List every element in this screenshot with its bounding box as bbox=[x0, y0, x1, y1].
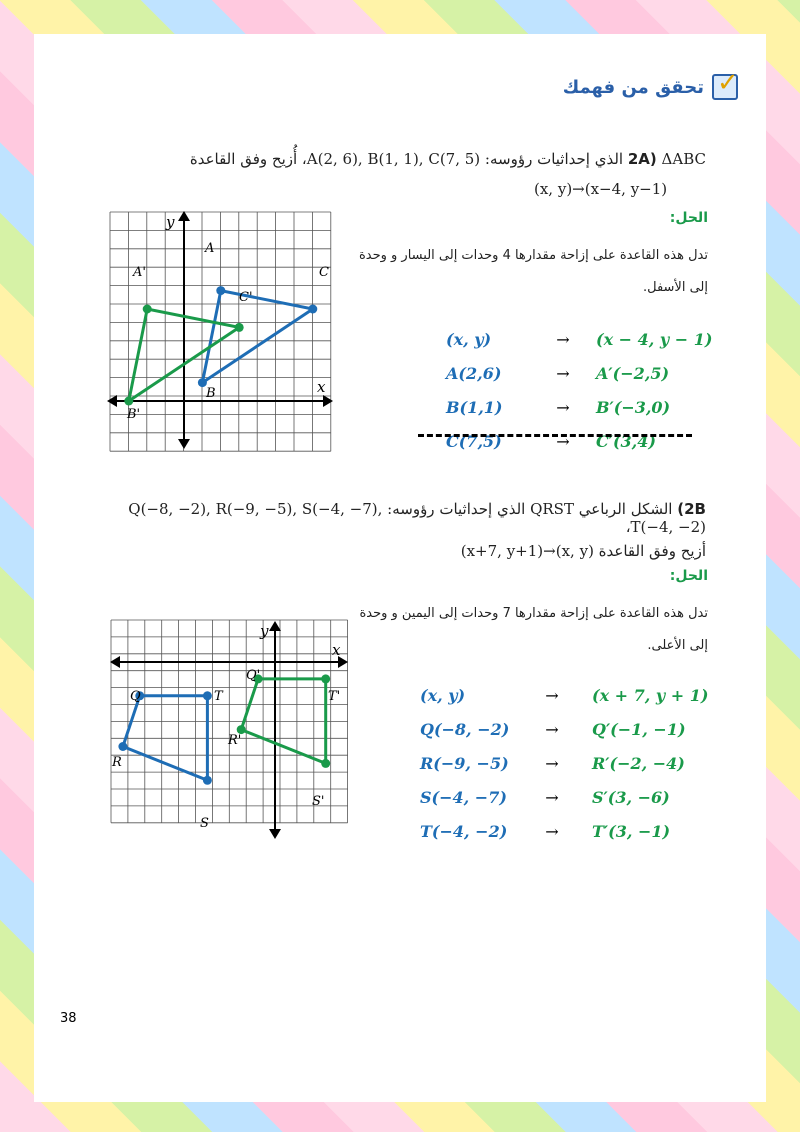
label-a: A bbox=[205, 241, 215, 256]
mapping-left: C(7,5) bbox=[446, 431, 502, 451]
problem-rule: أزيح وفق القاعدة (x, y)→(x+7, y+1) bbox=[460, 542, 706, 560]
label-t-prime: T' bbox=[328, 689, 341, 704]
x-label: x bbox=[332, 641, 341, 659]
mapping-left: B(1,1) bbox=[446, 397, 503, 417]
label-a-prime: A' bbox=[133, 265, 146, 280]
mapping-right: B′(−3,0) bbox=[596, 397, 671, 417]
arrow-icon: → bbox=[556, 397, 570, 417]
label-r: R bbox=[112, 755, 122, 770]
table-row bbox=[420, 780, 708, 814]
mapping-left: (x, y) bbox=[420, 685, 466, 705]
mapping-left: Q(−8, −2) bbox=[420, 719, 510, 739]
label-c: C bbox=[319, 265, 329, 280]
arrow-icon: → bbox=[556, 363, 570, 383]
explanation-line: تدل هذه القاعدة على إزاحة مقدارها 4 وحدات إلى اليسار و وحدة bbox=[358, 248, 708, 263]
page-number: 38 bbox=[60, 1011, 77, 1026]
table-row bbox=[446, 356, 712, 390]
image-vertex-point bbox=[235, 323, 244, 332]
mapping-left: R(−9, −5) bbox=[420, 753, 509, 773]
vertex-points bbox=[118, 674, 330, 784]
y-label: y bbox=[166, 213, 175, 231]
y-label: y bbox=[260, 622, 269, 640]
mapping-table-2b bbox=[420, 678, 708, 848]
problem-text: ΔABC الذي إحداثيات رؤوسه: A(2, 6), B(1, 1), C(7, 5)، أُزيح وفق القاعدة bbox=[189, 150, 706, 168]
label-c-prime: C' bbox=[239, 290, 253, 305]
mapping-right: T′(3, −1) bbox=[592, 821, 671, 841]
separator bbox=[418, 434, 692, 437]
problem-text: الشكل الرباعي QRST الذي إحداثيات رؤوسه: Q(−8, −2), R(−9, −5), S(−4, −7), T(−4, −2)، bbox=[128, 500, 706, 536]
x-axis-arrow-icon bbox=[107, 395, 117, 407]
table-row bbox=[420, 678, 708, 712]
y-axis-arrow-icon bbox=[178, 439, 190, 449]
graph-2a bbox=[105, 205, 340, 455]
label-s: S bbox=[200, 816, 209, 831]
arrow-icon: → bbox=[545, 685, 559, 705]
y-axis-arrow-icon bbox=[269, 621, 281, 631]
table-row bbox=[446, 424, 712, 458]
checkmark-icon: ✓ bbox=[712, 74, 738, 100]
mapping-table-2a bbox=[446, 322, 712, 458]
problem-2b bbox=[86, 500, 706, 560]
label-t: T bbox=[214, 689, 223, 704]
table-row bbox=[420, 814, 708, 848]
grid bbox=[111, 620, 348, 823]
solution-explanation bbox=[348, 240, 708, 304]
image-vertex-point bbox=[143, 305, 152, 314]
table-row bbox=[446, 322, 712, 356]
mapping-right: (x + 7, y + 1) bbox=[592, 685, 709, 705]
solution-explanation bbox=[348, 598, 708, 662]
mapping-right: Q′(−1, −1) bbox=[592, 719, 686, 739]
x-axis-arrow-icon bbox=[110, 656, 120, 668]
problem-number: 2B) bbox=[677, 500, 706, 518]
arrow-icon: → bbox=[545, 719, 559, 739]
image-vertex-point bbox=[124, 397, 133, 406]
table-row bbox=[420, 746, 708, 780]
problem-2a-rule: (x, y)→(x−4, y−1) bbox=[534, 180, 668, 198]
arrow-icon: → bbox=[556, 431, 570, 451]
label-q: Q bbox=[130, 689, 141, 704]
arrow-icon: → bbox=[556, 329, 570, 349]
label-q-prime: Q' bbox=[246, 668, 261, 683]
label-b: B bbox=[206, 386, 216, 401]
problem-line bbox=[86, 500, 706, 536]
vertex-point bbox=[216, 286, 225, 295]
solution-label: الحل: bbox=[669, 210, 708, 226]
mapping-left: (x, y) bbox=[446, 329, 492, 349]
heading-label: تحقق من فهمك bbox=[562, 76, 704, 98]
explanation-line: إلى الأسفل. bbox=[642, 280, 708, 295]
image-vertex-point bbox=[321, 759, 330, 768]
label-s-prime: S' bbox=[312, 794, 325, 809]
explanation-line: إلى الأعلى. bbox=[647, 638, 708, 653]
mapping-left: A(2,6) bbox=[446, 363, 502, 383]
label-b-prime: B' bbox=[127, 407, 141, 422]
mapping-right: C′(3,4) bbox=[596, 431, 656, 451]
section-heading bbox=[562, 68, 739, 100]
mapping-right: A′(−2,5) bbox=[596, 363, 670, 383]
y-axis-arrow-icon bbox=[269, 829, 281, 839]
problem-number: 2A) bbox=[627, 150, 657, 168]
x-axis-arrow-icon bbox=[323, 395, 333, 407]
x-label: x bbox=[317, 378, 326, 396]
arrow-icon: → bbox=[545, 821, 559, 841]
vertex-point bbox=[308, 305, 317, 314]
mapping-left: S(−4, −7) bbox=[420, 787, 507, 807]
image-vertex-point bbox=[321, 674, 330, 683]
solution-label: الحل: bbox=[669, 568, 708, 584]
vertex-point bbox=[203, 776, 212, 785]
mapping-right: (x − 4, y − 1) bbox=[596, 329, 713, 349]
graph-2b bbox=[108, 617, 350, 841]
vertex-point bbox=[118, 742, 127, 751]
table-row bbox=[446, 390, 712, 424]
mapping-left: T(−4, −2) bbox=[420, 821, 508, 841]
arrow-icon: → bbox=[545, 753, 559, 773]
label-r-prime: R' bbox=[228, 733, 242, 748]
y-axis-arrow-icon bbox=[178, 211, 190, 221]
table-row bbox=[420, 712, 708, 746]
mapping-right: R′(−2, −4) bbox=[592, 753, 685, 773]
problem-2a bbox=[86, 150, 706, 168]
mapping-right: S′(3, −6) bbox=[592, 787, 670, 807]
arrow-icon: → bbox=[545, 787, 559, 807]
vertex-point bbox=[203, 691, 212, 700]
explanation-line: تدل هذه القاعدة على إزاحة مقدارها 7 وحدات إلى اليمين و وحدة bbox=[359, 606, 708, 621]
